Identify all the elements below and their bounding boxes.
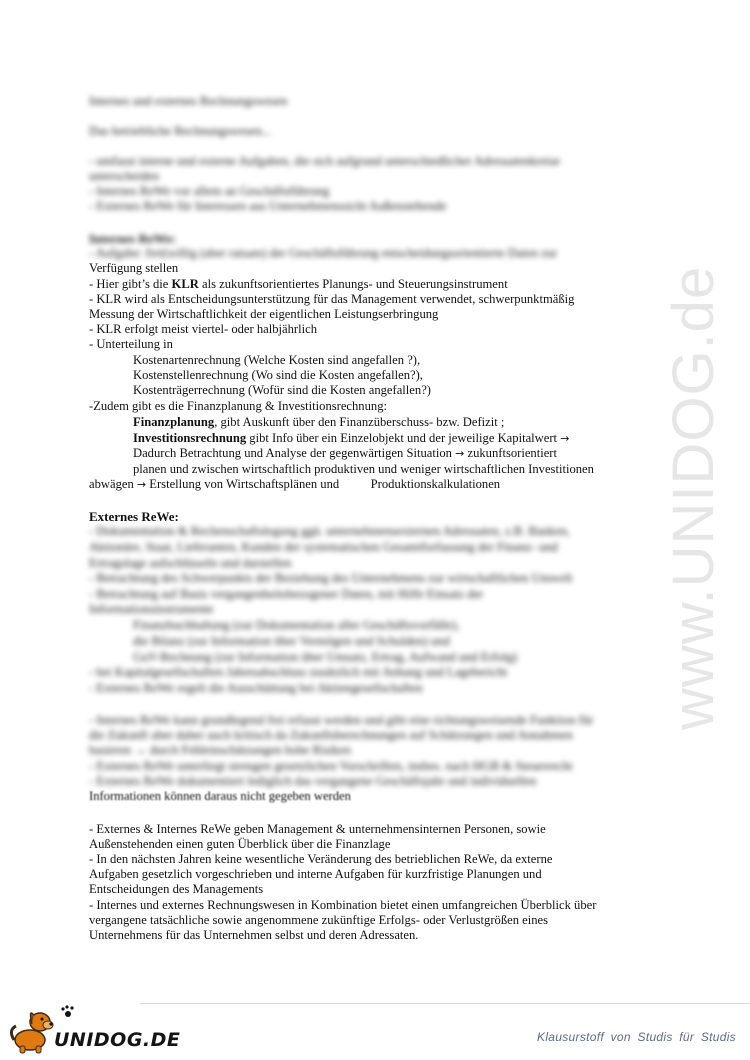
- doc-line: - Betrachtung auf Basis vergangenheitsbezogener Daten, mit Hilfe Einsatz der: [89, 587, 484, 601]
- footer-tagline: Klausurstoff von Studis für Studis: [537, 1030, 736, 1044]
- doc-line: - Internes ReWe kann grundlegend frei erfasst werden und gibt eine richtungsweisende Funktion für: [89, 713, 594, 727]
- doc-line: Unternehmens für das Unternehmen selbst und deren Adressaten.: [89, 928, 419, 942]
- doc-line: -Zudem gibt es die Finanzplanung & Investitionsrechnung:: [89, 399, 387, 413]
- arrow-right-icon: →: [455, 447, 465, 460]
- doc-line: - Internes und externes Rechnungswesen in Kombination bietet einen umfangreichen Überblick über: [89, 898, 597, 912]
- doc-line: - umfasst interne und externe Aufgaben, die sich aufgrund unterschiedlicher Adressatenkreise: [89, 154, 561, 168]
- doc-line: Kostenträgerrechnung (Wofür sind die Kosten angefallen?): [133, 383, 431, 397]
- doc-line: Messung der Wirtschaftlichkeit der eigentlichen Leistungserbringung: [89, 307, 439, 321]
- doc-line: - bei Kapitalgesellschaften Jahresabschluss zusätzlich mit Anhang und Lagebericht: [89, 665, 508, 679]
- doc-line: Dadurch Betrachtung und Analyse der gegenwärtigen Situation → zukunftsorientiert: [133, 446, 558, 460]
- doc-line: basieren → durch Fehleinschätzungen hohe Risiken: [89, 743, 351, 757]
- doc-line: Aktionäre, Staat, Lieferanten, Kunden der systematischen Gesamtforfassung der Finanz- und: [89, 540, 558, 554]
- doc-line: Informationen können daraus nicht gegeben werden: [89, 789, 351, 803]
- doc-line: - Betrachtung des Schwerpunkts der Beziehung des Unternehmens zur wirtschaftlichen Umwelt: [89, 571, 573, 585]
- doc-line: unterscheiden: [89, 169, 159, 183]
- doc-line: - Externes ReWe für Interessen aus Unternehmenssicht Außenstehende: [89, 199, 447, 213]
- doc-line: die Zukunft aber daher auch kritisch da Zukunftsberechnungen auf Schätzungen und Annahmen: [89, 728, 573, 742]
- doc-line: Ertragslage aufschlüsseln und darstellen: [89, 556, 292, 570]
- doc-title: Internes und externes Rechnungswesen: [89, 94, 288, 108]
- doc-line: Finanzplanung, gibt Auskunft über den Finanzüberschuss- bzw. Defizit ;: [133, 415, 505, 429]
- doc-line: Investitionsrechnung gibt Info über ein Einzelobjekt und der jeweilige Kapitalwert →: [133, 431, 570, 445]
- unidog-logo[interactable]: [6, 1000, 181, 1056]
- doc-line: - Dokumentation & Rechenschaftslegung ggü. unternehmensexternen Adressaten, z.B. Banken,: [89, 524, 570, 538]
- doc-line: - Hier gibt’s die KLR als zukunftsorientiertes Planungs- und Steuerungsinstrument: [89, 277, 508, 291]
- doc-line: Verfügung stellen: [89, 261, 179, 275]
- doc-line: vergangene tatsächliche sowie angenommene zukünftige Erfolgs- oder Verlustgrößen eines: [89, 913, 549, 927]
- doc-line: - Unterteilung in: [89, 337, 173, 351]
- doc-line: Außenstehenden einen guten Überblick über die Finanzlage: [89, 837, 391, 851]
- footer-divider: [140, 1003, 750, 1004]
- doc-line: Das betriebliche Rechnungswesen...: [89, 124, 272, 138]
- doc-line: Kostenstellenrechnung (Wo sind die Kosten angefallen?),: [133, 368, 423, 382]
- doc-line: - Externes ReWe unterliegt strengen gesetzlichen Vorschriften, insbes. nach HGB & Steuerrecht: [89, 759, 573, 773]
- doc-line: - Aufgabe: frei(willig (aber ratsam) der Geschäftsführung entscheidungsorientierte Daten zur: [89, 246, 558, 260]
- watermark: www.UNIDOG.de: [661, 265, 726, 730]
- doc-line: - Externes ReWe dokumentiert lediglich das vergangene Geschäftsjahr und individuellen: [89, 774, 537, 788]
- doc-line: die Bilanz (zur Information über Vermögen und Schulden) und: [133, 634, 450, 648]
- doc-line: Informationsinstrumente: [89, 602, 214, 616]
- doc-line: - Externes & Internes ReWe geben Management & unternehmensinternen Personen, sowie: [89, 822, 546, 836]
- doc-line: - Internes ReWe vor allem an Geschäftsführung: [89, 184, 330, 198]
- doc-line: - KLR erfolgt meist viertel- oder halbjährlich: [89, 322, 318, 336]
- doc-line: GuV-Rechnung (zur Information über Umsatz, Ertrag, Aufwand und Erfolg): [133, 650, 518, 664]
- doc-line: Finanzbuchhaltung (zur Dokumentation aller Geschäftsvorfälle),: [133, 618, 460, 632]
- section-heading-externes: Externes ReWe:: [89, 509, 179, 524]
- doc-line: Kostenartenrechnung (Welche Kosten sind angefallen ?),: [133, 353, 421, 367]
- doc-line: Aufgaben gesetzlich vorgeschrieben und interne Aufgaben für kurzfristige Planungen und: [89, 867, 542, 881]
- doc-line: abwägen → Erstellung von Wirtschaftsplänen und Produktionskalkulationen: [89, 477, 501, 491]
- doc-line: - In den nächsten Jahren keine wesentliche Veränderung des betrieblichen ReWe, da externe: [89, 852, 553, 866]
- doc-line: - Externes ReWe regelt die Ausschüttung bei Aktiengesellschaften: [89, 681, 423, 695]
- arrow-right-icon: →: [136, 478, 147, 491]
- logo-text: UNIDOG.DE: [54, 1029, 181, 1051]
- doc-line: Entscheidungen des Managements: [89, 882, 264, 896]
- doc-line: planen und zwischen wirtschaftlich produktiven und weniger wirtschaftlichen Investitionen: [133, 462, 594, 476]
- doc-line: - KLR wird als Entscheidungsunterstützung für das Management verwendet, schwerpunktmäßig: [89, 292, 575, 306]
- arrow-right-icon: →: [560, 432, 570, 445]
- section-heading-internes: Internes ReWe:: [89, 231, 177, 246]
